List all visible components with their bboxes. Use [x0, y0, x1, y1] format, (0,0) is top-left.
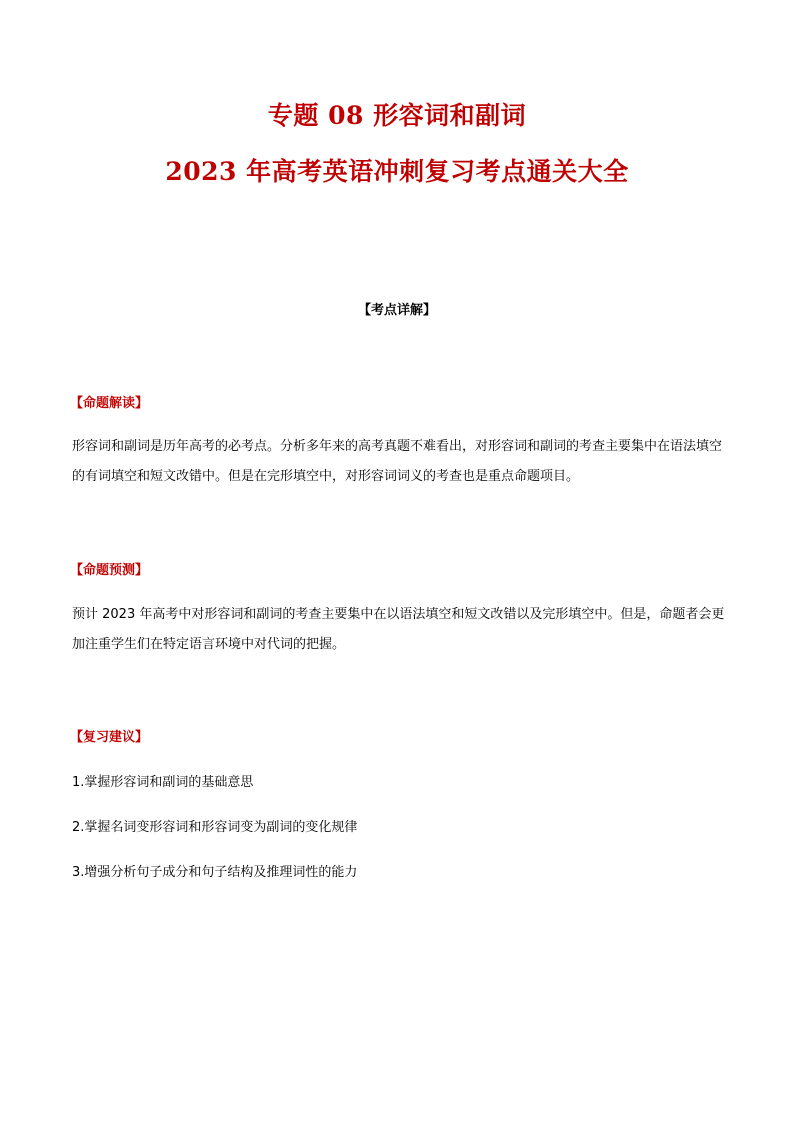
document-title: 专题 08 形容词和副词 [267, 101, 527, 130]
heading-interpretation: 【命题解读】 [70, 396, 149, 411]
heading-review-advice: 【复习建议】 [70, 730, 149, 745]
list-item: 3.增强分析句子成分和句子结构及推理词性的能力 [72, 865, 358, 880]
document-subtitle: 2023 年高考英语冲刺复习考点通关大全 [165, 157, 629, 186]
heading-prediction: 【命题预测】 [70, 563, 149, 578]
list-item: 2.掌握名词变形容词和形容词变为副词的变化规律 [72, 820, 358, 835]
paragraph-interpretation: 形容词和副词是历年高考的必考点。分析多年来的高考真题不难看出，对形容词和副词的考查主要集中在语法填空的有词填空和短文改错中。但是在完形填空中，对形容词词义的考查也是重点命题项目。 [72, 439, 723, 484]
list-item: 1.掌握形容词和副词的基础意思 [72, 775, 254, 790]
paragraph-prediction: 预计 2023 年高考中对形容词和副词的考查主要集中在以语法填空和短文改错以及完形填空中。但是，命题者会更加注重学生们在特定语言环境中对代词的把握。 [72, 607, 725, 652]
section-heading-key-points: 【考点详解】 [357, 303, 436, 318]
